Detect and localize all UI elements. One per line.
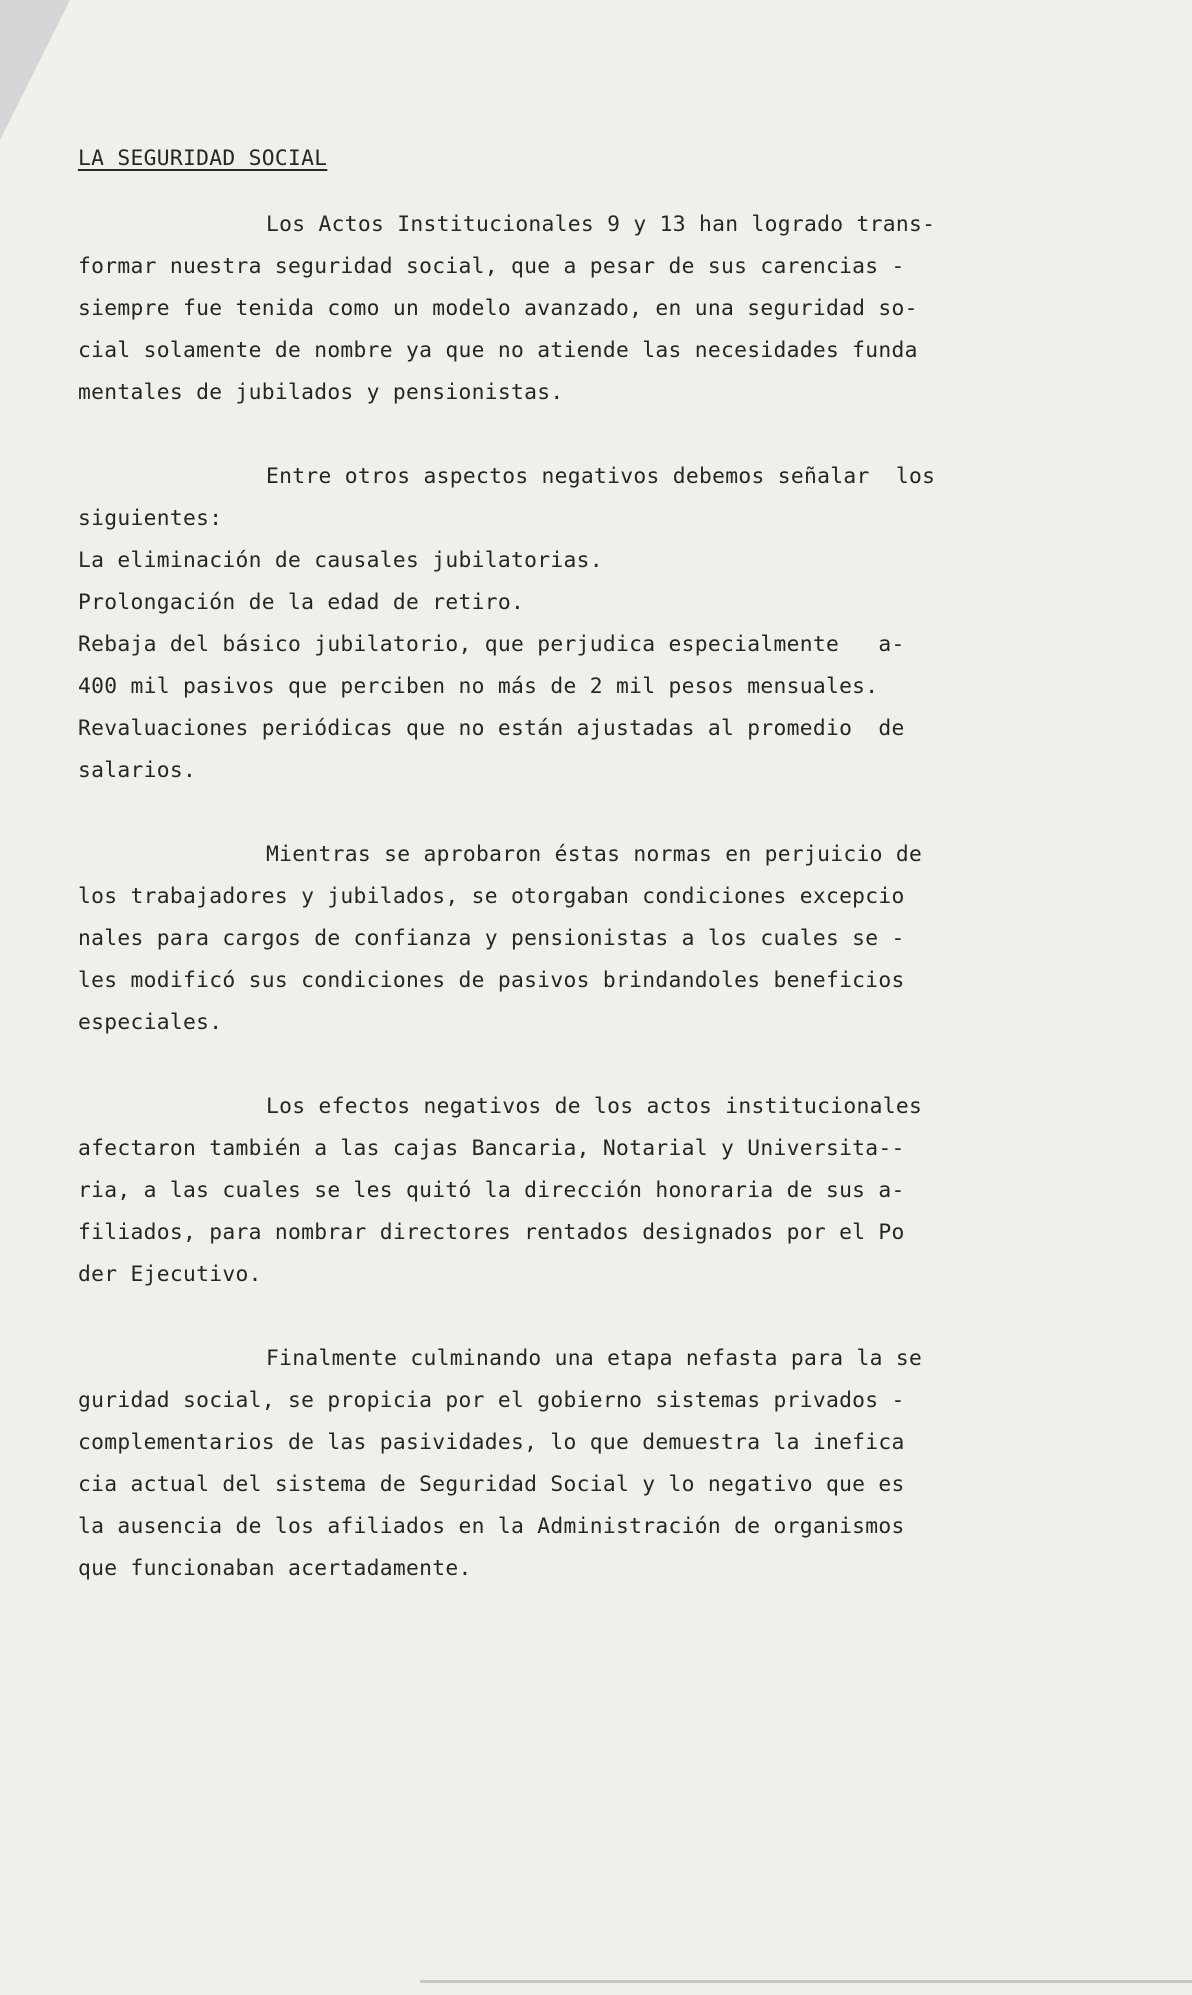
text-line: Finalmente culminando una etapa nefasta para la se — [266, 1346, 923, 1371]
text-line: siempre fue tenida como un modelo avanzado, en una seguridad so- — [78, 296, 918, 321]
text-line: 400 mil pasivos que perciben no más de 2 mil pesos mensuales. — [78, 674, 879, 699]
text-line: Los Actos Institucionales 9 y 13 han logrado trans- — [266, 212, 936, 237]
text-line: der Ejecutivo. — [78, 1262, 262, 1287]
text-line: nales para cargos de confianza y pensionistas a los cuales se - — [78, 926, 905, 951]
text-line: filiados, para nombrar directores rentados designados por el Po — [78, 1220, 905, 1245]
text-line: especiales. — [78, 1010, 223, 1035]
text-line: complementarios de las pasividades, lo que demuestra la inefica — [78, 1430, 905, 1455]
paragraph-4 — [78, 1086, 1078, 1296]
text-line: guridad social, se propicia por el gobierno sistemas privados - — [78, 1388, 905, 1413]
text-line: les modificó sus condiciones de pasivos brindandoles beneficios — [78, 968, 905, 993]
text-line: La eliminación de causales jubilatorias. — [78, 548, 603, 573]
text-line: ria, a las cuales se les quitó la dirección honoraria de sus a- — [78, 1178, 905, 1203]
text-line: Rebaja del básico jubilatorio, que perjudica especialmente a- — [78, 632, 905, 657]
paragraph-5 — [78, 1338, 1078, 1590]
text-line: Entre otros aspectos negativos debemos señalar los — [266, 464, 936, 489]
document-title: LA SEGURIDAD SOCIAL — [78, 146, 328, 171]
text-line: formar nuestra seguridad social, que a pesar de sus carencias - — [78, 254, 905, 279]
page-bottom-edge — [420, 1980, 1192, 1983]
text-line: Los efectos negativos de los actos institucionales — [266, 1094, 923, 1119]
text-line: Mientras se aprobaron éstas normas en perjuicio de — [266, 842, 923, 867]
text-line: la ausencia de los afiliados en la Administración de organismos — [78, 1514, 905, 1539]
text-line: que funcionaban acertadamente. — [78, 1556, 472, 1581]
text-line: Prolongación de la edad de retiro. — [78, 590, 525, 615]
text-line: cial solamente de nombre ya que no atiende las necesidades funda — [78, 338, 918, 363]
text-line: Revaluaciones periódicas que no están ajustadas al promedio de — [78, 716, 905, 741]
text-line: afectaron también a las cajas Bancaria, Notarial y Universita-- — [78, 1136, 905, 1161]
typewritten-text — [78, 138, 1078, 1590]
paragraph-1 — [78, 204, 1078, 414]
text-line: salarios. — [78, 758, 197, 783]
folded-corner — [0, 0, 70, 140]
paragraph-2 — [78, 456, 1078, 792]
text-line: mentales de jubilados y pensionistas. — [78, 380, 564, 405]
text-line: cia actual del sistema de Seguridad Social y lo negativo que es — [78, 1472, 905, 1497]
paragraph-3 — [78, 834, 1078, 1044]
text-line: los trabajadores y jubilados, se otorgaban condiciones excepcio — [78, 884, 905, 909]
text-line: siguientes: — [78, 506, 223, 531]
